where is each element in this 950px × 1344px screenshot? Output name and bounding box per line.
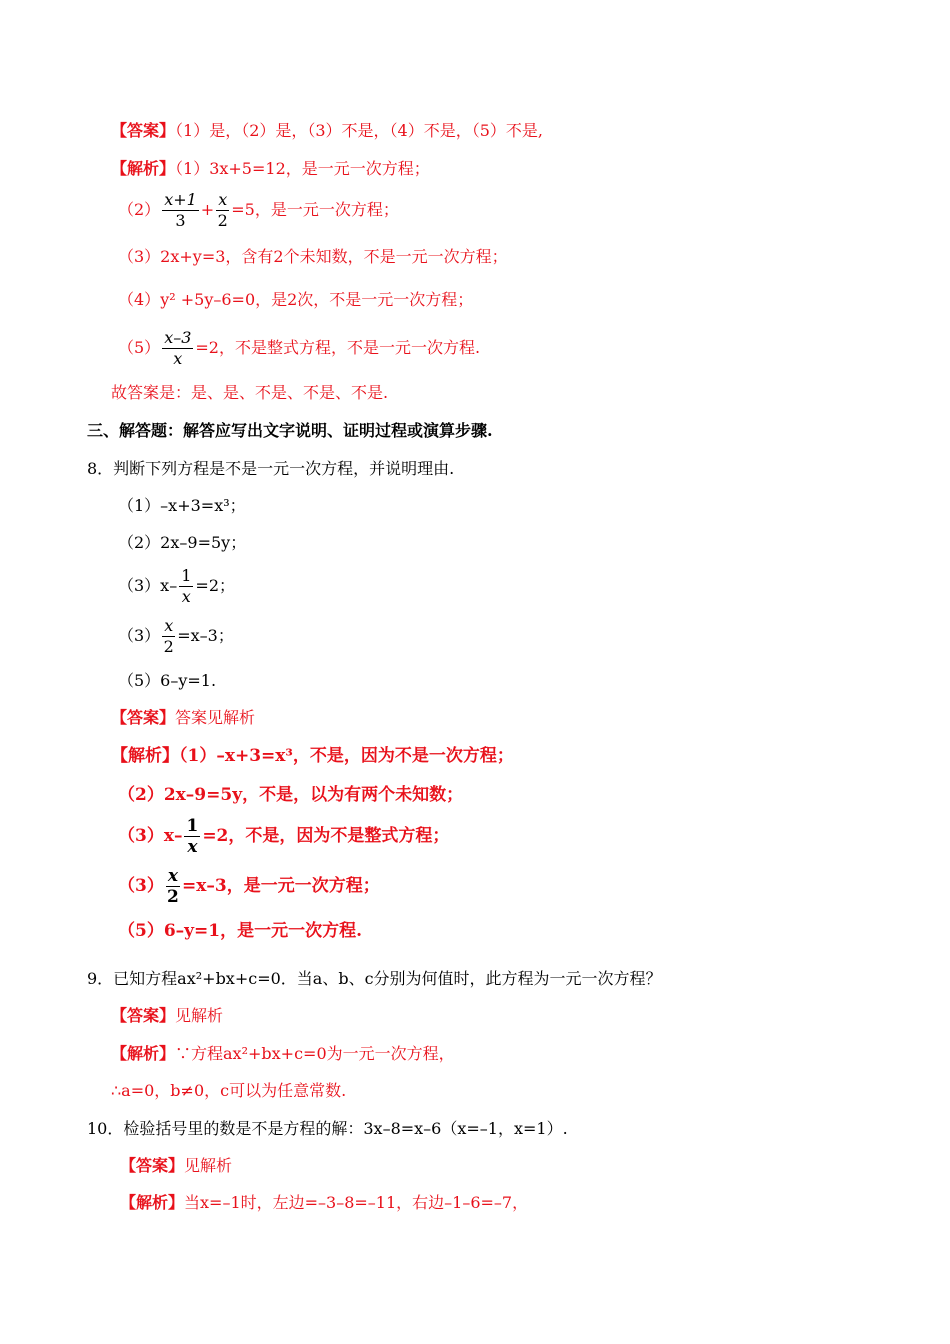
analysis-tag: 【解析】 — [120, 1193, 185, 1212]
q8-s4-prefix: （3） — [118, 876, 164, 896]
q7-a4-prefix: （4） — [118, 290, 161, 309]
q9-analysis: ∵方程ax²+bx+c=0为一元一次方程， — [175, 1044, 455, 1063]
analysis-tag: 【解析】 — [111, 746, 179, 766]
q7-analysis-line-4 — [118, 289, 473, 311]
fraction — [184, 816, 200, 857]
q8-p3-suffix: =2； — [195, 576, 235, 595]
numerator: 1 — [181, 566, 192, 585]
q10-analysis: 当x=–1时，左边=–3–8=–11，右边–1–6=–7， — [184, 1193, 529, 1212]
q8-part-5: （5）6–y=1. — [118, 671, 217, 690]
fraction — [166, 866, 180, 907]
answer-tag: 【答案】 — [120, 1156, 185, 1175]
q7-conclusion: 故答案是：是、是、不是、不是、不是. — [111, 383, 389, 402]
fraction — [162, 616, 175, 657]
q10-analysis-line — [120, 1192, 528, 1214]
q8-analysis-line-4 — [118, 866, 380, 907]
denominator: x — [187, 837, 198, 857]
denominator: 3 — [175, 211, 186, 230]
q10-answer-line — [120, 1155, 232, 1177]
q7-a5-prefix: （5） — [118, 338, 161, 357]
q8-s4-suffix: =x–3，是一元一次方程； — [181, 876, 380, 896]
denominator: 2 — [166, 887, 179, 907]
denominator: 2 — [217, 211, 228, 230]
q7-a4-expr: y² +5y–6=0，是2次，不是一元一次方程； — [160, 290, 474, 309]
numerator: x–3 — [164, 328, 192, 347]
q7-analysis-line-5 — [118, 328, 480, 369]
q9-answer: 见解析 — [175, 1006, 224, 1025]
q7-a5-suffix: =2，不是整式方程，不是一元一次方程. — [195, 338, 481, 357]
q7-answer: （1）是，（2）是，（3）不是，（4）不是，（5）不是, — [175, 121, 544, 140]
answer-tag: 【答案】 — [111, 1006, 176, 1025]
q8-question: 8．判断下列方程是不是一元一次方程，并说明理由. — [87, 459, 455, 478]
q10-question: 10．检验括号里的数是不是方程的解：3x–8=x–6（x=–1，x=1）. — [87, 1119, 568, 1138]
q8-s3-prefix: （3）x– — [118, 826, 183, 846]
answer-tag: 【答案】 — [111, 121, 176, 140]
fraction — [162, 190, 199, 231]
q7-analysis-line-1 — [111, 158, 430, 180]
q8-analysis-line-5: （5）6–y=1，是一元一次方程. — [118, 921, 363, 941]
q7-analysis-1: （1）3x+5=12，是一元一次方程； — [175, 159, 430, 178]
denominator: x — [173, 349, 183, 368]
q8-p4-prefix: （3） — [118, 626, 161, 645]
q9-question: 9．已知方程ax²+bx+c=0．当a、b、c分别为何值时，此方程为一元一次方程？ — [87, 969, 662, 988]
plus-sign: + — [200, 200, 215, 219]
q10-answer: 见解析 — [184, 1156, 233, 1175]
section-heading: 三、解答题：解答应写出文字说明、证明过程或演算步骤. — [87, 421, 493, 440]
fraction — [179, 566, 193, 607]
q8-analysis-line-1 — [111, 745, 514, 767]
q7-answer-line — [111, 120, 543, 142]
q8-p4-suffix: =x–3； — [177, 626, 234, 645]
analysis-tag: 【解析】 — [111, 1044, 176, 1063]
numerator: x — [167, 866, 178, 886]
q8-part-3 — [118, 566, 235, 607]
denominator: 2 — [163, 637, 174, 656]
q8-part-2: （2）2x–9=5y； — [118, 533, 247, 552]
fraction — [216, 190, 229, 231]
q7-analysis-line-3: （3）2x+y=3，含有2个未知数，不是一元一次方程； — [118, 247, 508, 266]
q9-conclusion: ∴a=0，b≠0，c可以为任意常数. — [111, 1081, 347, 1100]
q7-analysis-line-2 — [118, 190, 399, 231]
numerator: x+1 — [164, 190, 197, 209]
fraction — [162, 328, 193, 369]
q8-part-4 — [118, 616, 234, 657]
q7-a2-prefix: （2） — [118, 200, 161, 219]
analysis-tag: 【解析】 — [111, 159, 176, 178]
q8-analysis-1: （1）–x+3=x³，不是，因为不是一次方程； — [179, 746, 514, 766]
answer-tag: 【答案】 — [111, 708, 176, 727]
q9-analysis-line — [111, 1043, 455, 1065]
numerator: 1 — [186, 816, 199, 836]
denominator: x — [181, 587, 191, 606]
q8-s3-suffix: =2，不是，因为不是整式方程； — [202, 826, 450, 846]
numerator: x — [218, 190, 228, 209]
q8-part-1: （1）–x+3=x³； — [118, 496, 246, 515]
q7-a2-suffix: =5，是一元一次方程； — [231, 200, 399, 219]
numerator: x — [164, 616, 174, 635]
q8-answer: 答案见解析 — [175, 708, 256, 727]
q8-analysis-line-2: （2）2x–9=5y，不是，以为有两个未知数； — [118, 785, 464, 805]
q9-answer-line — [111, 1005, 223, 1027]
q8-p3-prefix: （3）x– — [118, 576, 178, 595]
q8-analysis-line-3 — [118, 816, 449, 857]
q8-answer-line — [111, 707, 255, 729]
